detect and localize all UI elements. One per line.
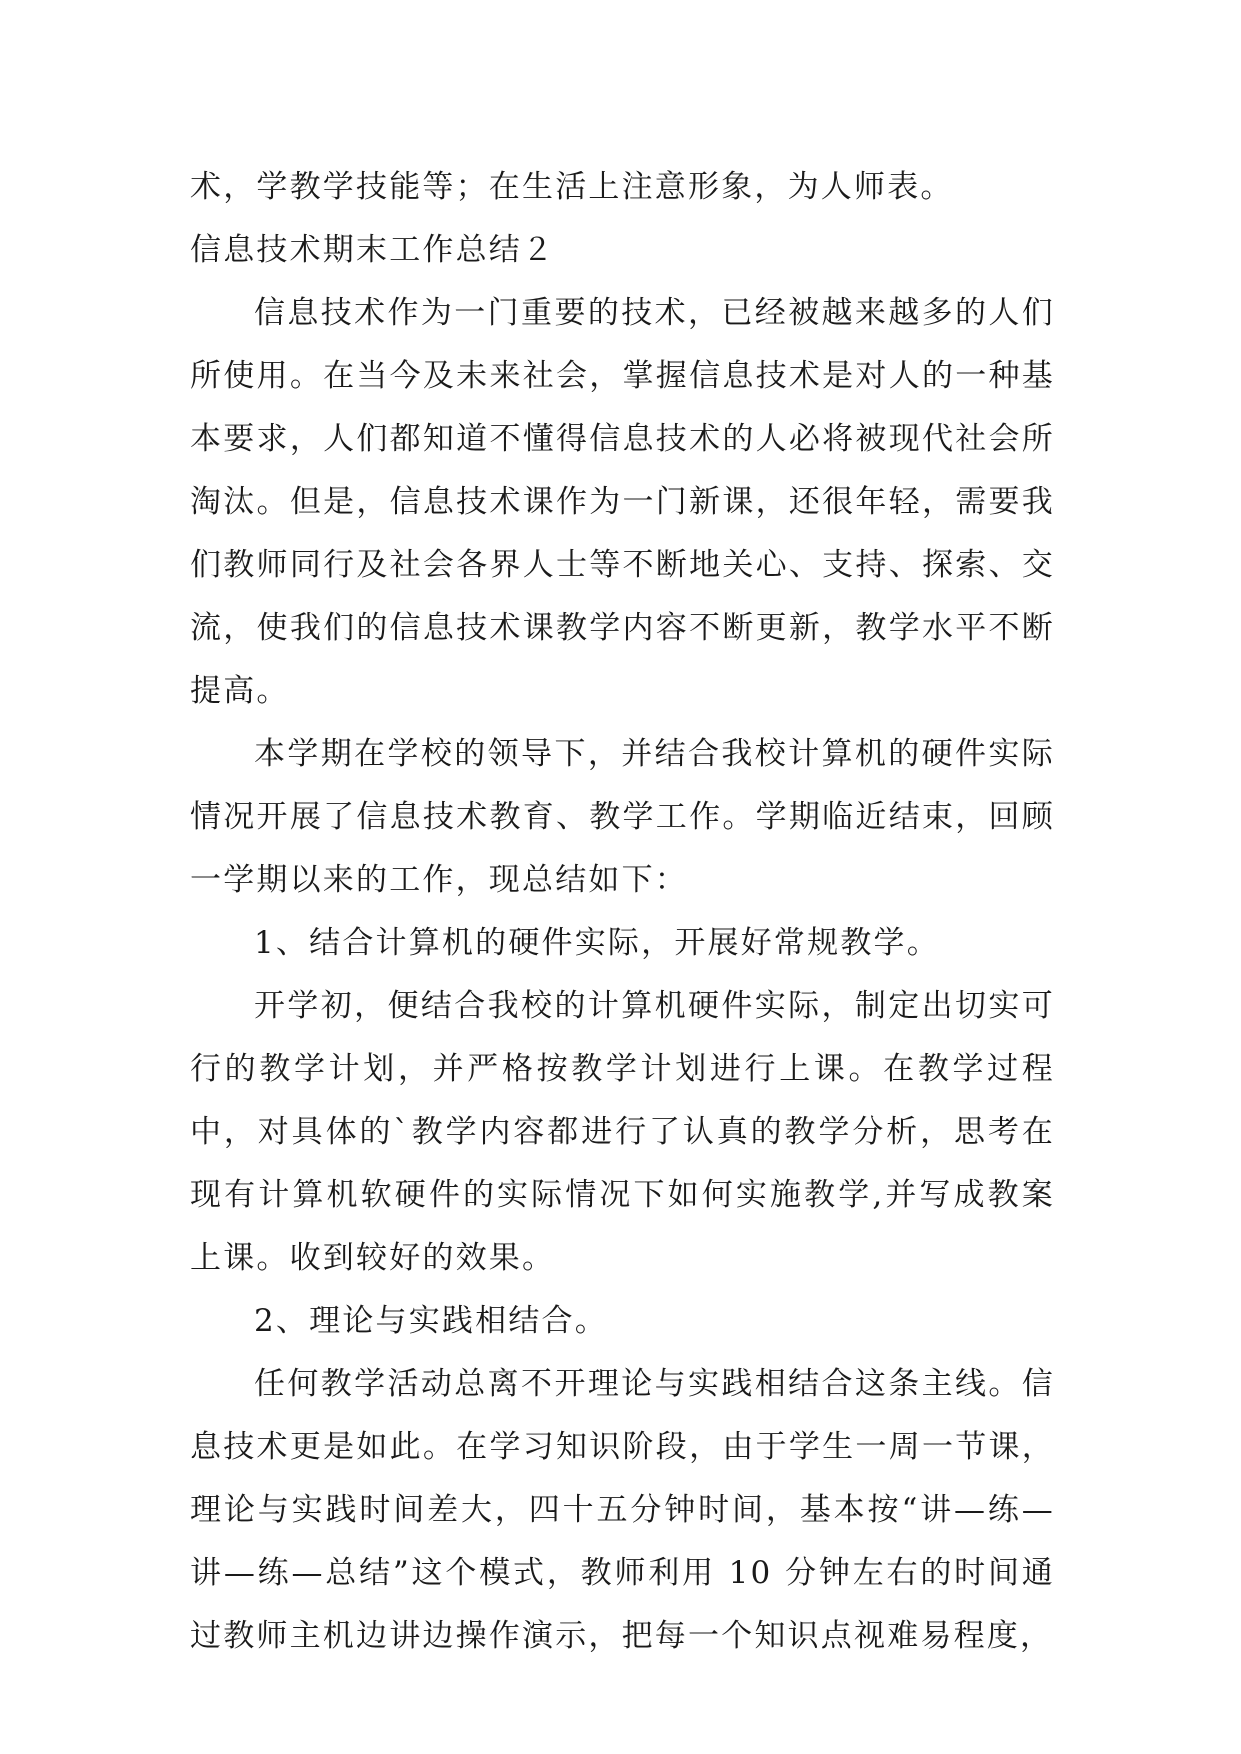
list-item-heading-2: 2、理论与实践相结合。 (254, 1303, 608, 1339)
list-item-heading-1: 1、结合计算机的硬件实际，开展好常规教学。 (254, 925, 940, 961)
document-body (190, 156, 1055, 1668)
paragraph-semester-overview: 本学期在学校的领导下，并结合我校计算机的硬件实际情况开展了信息技术教育、教学工作。学期临近结束，回顾一学期以来的工作，现总结如下： (190, 736, 1055, 898)
paragraph-teaching-plan: 开学初，便结合我校的计算机硬件实际，制定出切实可行的教学计划，并严格按教学计划进行上课。在教学过程中，对具体的`教学内容都进行了认真的教学分析，思考在现有计算机软硬件的实际情况下如何实施教学,并写成教案上课。收到较好的效果。 (190, 988, 1055, 1276)
section-title: 信息技术期末工作总结２ (190, 232, 556, 268)
paragraph-theory-practice: 任何教学活动总离不开理论与实践相结合这条主线。信息技术更是如此。在学习知识阶段，由于学生一周一节课，理论与实践时间差大，四十五分钟时间，基本按“讲—练—讲—练—总结”这个模式，教师利用 10 分钟左右的时间通过教师主机边讲边操作演示，把每一个知识点视难易程度， (190, 1366, 1055, 1654)
continuation-line: 术，学教学技能等；在生活上注意形象，为人师表。 (190, 169, 954, 205)
paragraph-intro: 信息技术作为一门重要的技术，已经被越来越多的人们所使用。在当今及未来社会，掌握信息技术是对人的一种基本要求，人们都知道不懂得信息技术的人必将被现代社会所淘汰。但是，信息技术课作为一门新课，还很年轻，需要我们教师同行及社会各界人士等不断地关心、支持、探索、交流，使我们的信息技术课教学内容不断更新，教学水平不断提高。 (190, 295, 1055, 709)
